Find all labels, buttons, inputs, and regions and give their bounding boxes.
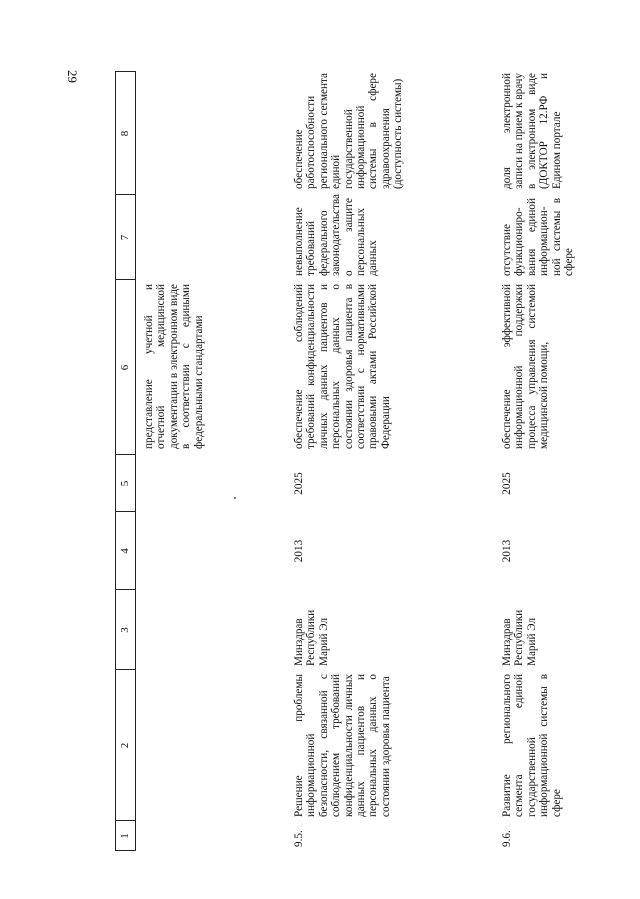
row-9-5-executor: Минздрав Республики Марий Эл — [293, 609, 330, 666]
header-col-6: 6 — [119, 364, 131, 371]
header-col-7: 7 — [119, 234, 131, 241]
table-top-rule — [115, 71, 116, 851]
header-col-8: 8 — [119, 130, 131, 137]
row-9-5-name: Решение проблемы информационной безопасности, связанной с соблюдением требований конфиденциальности личных данных пациентов и персональных данных о состоянии здоровья пациента — [293, 674, 392, 817]
header-bottom-rule — [135, 71, 136, 851]
header-col-1: 1 — [119, 833, 131, 839]
row-9-6-result: обеспечение эффективной информационной поддержки процесса управления системой медицинской помощи, — [501, 284, 551, 449]
header-col-4: 4 — [119, 548, 131, 554]
row-9-6-number: 9.6. — [501, 830, 513, 847]
row-9-6-name: Развитие регионального сегмента единой государственной информационной системы в сфере — [501, 674, 563, 817]
rotated-table — [115, 71, 576, 851]
row-9-5-end: 2025 — [293, 472, 305, 495]
header-col-3: 3 — [119, 627, 131, 633]
header-col-5: 5 — [119, 480, 131, 487]
row-9-6-risk: отсутствие функциониро-вания единой информацион-ной системы в сфере — [501, 198, 576, 276]
row-9-6-start: 2013 — [501, 539, 513, 563]
row-9-5-number: 9.5. — [293, 830, 305, 847]
row-9-6-link: доля электронной записи на прием к врачу в электронном виде (ДОКТОР 12.РФ и Едином портале — [501, 73, 563, 189]
header-col-2: 2 — [119, 742, 131, 749]
row-9-5-result: обеспечение соблюдений требований конфиденциальности личных данных пациентов и персональных данных о состоянии здоровья пациента в соответствии с нормативными правовыми актами Российской Федерации — [293, 284, 392, 449]
row-9-6-end: 2025 — [501, 472, 513, 495]
row-9-5-link: обеспечение работоспособности регионального сегмента единой государственной информационной системы в сфере здравоохранения (доступность системы) — [293, 73, 405, 189]
row-9-5-risk: невыполнение требований федерального законодательства о защите персональных данных — [293, 194, 380, 276]
continuation-col6: представление учетной и отчетной медицинской документации в электронном виде в соответствии с едиными федеральными стандартами — [143, 284, 205, 449]
page-number: 29 — [65, 70, 80, 83]
row-9-5-start: 2013 — [293, 539, 305, 563]
row-9-6-executor: Минздрав Республики Марий Эл — [501, 609, 538, 666]
